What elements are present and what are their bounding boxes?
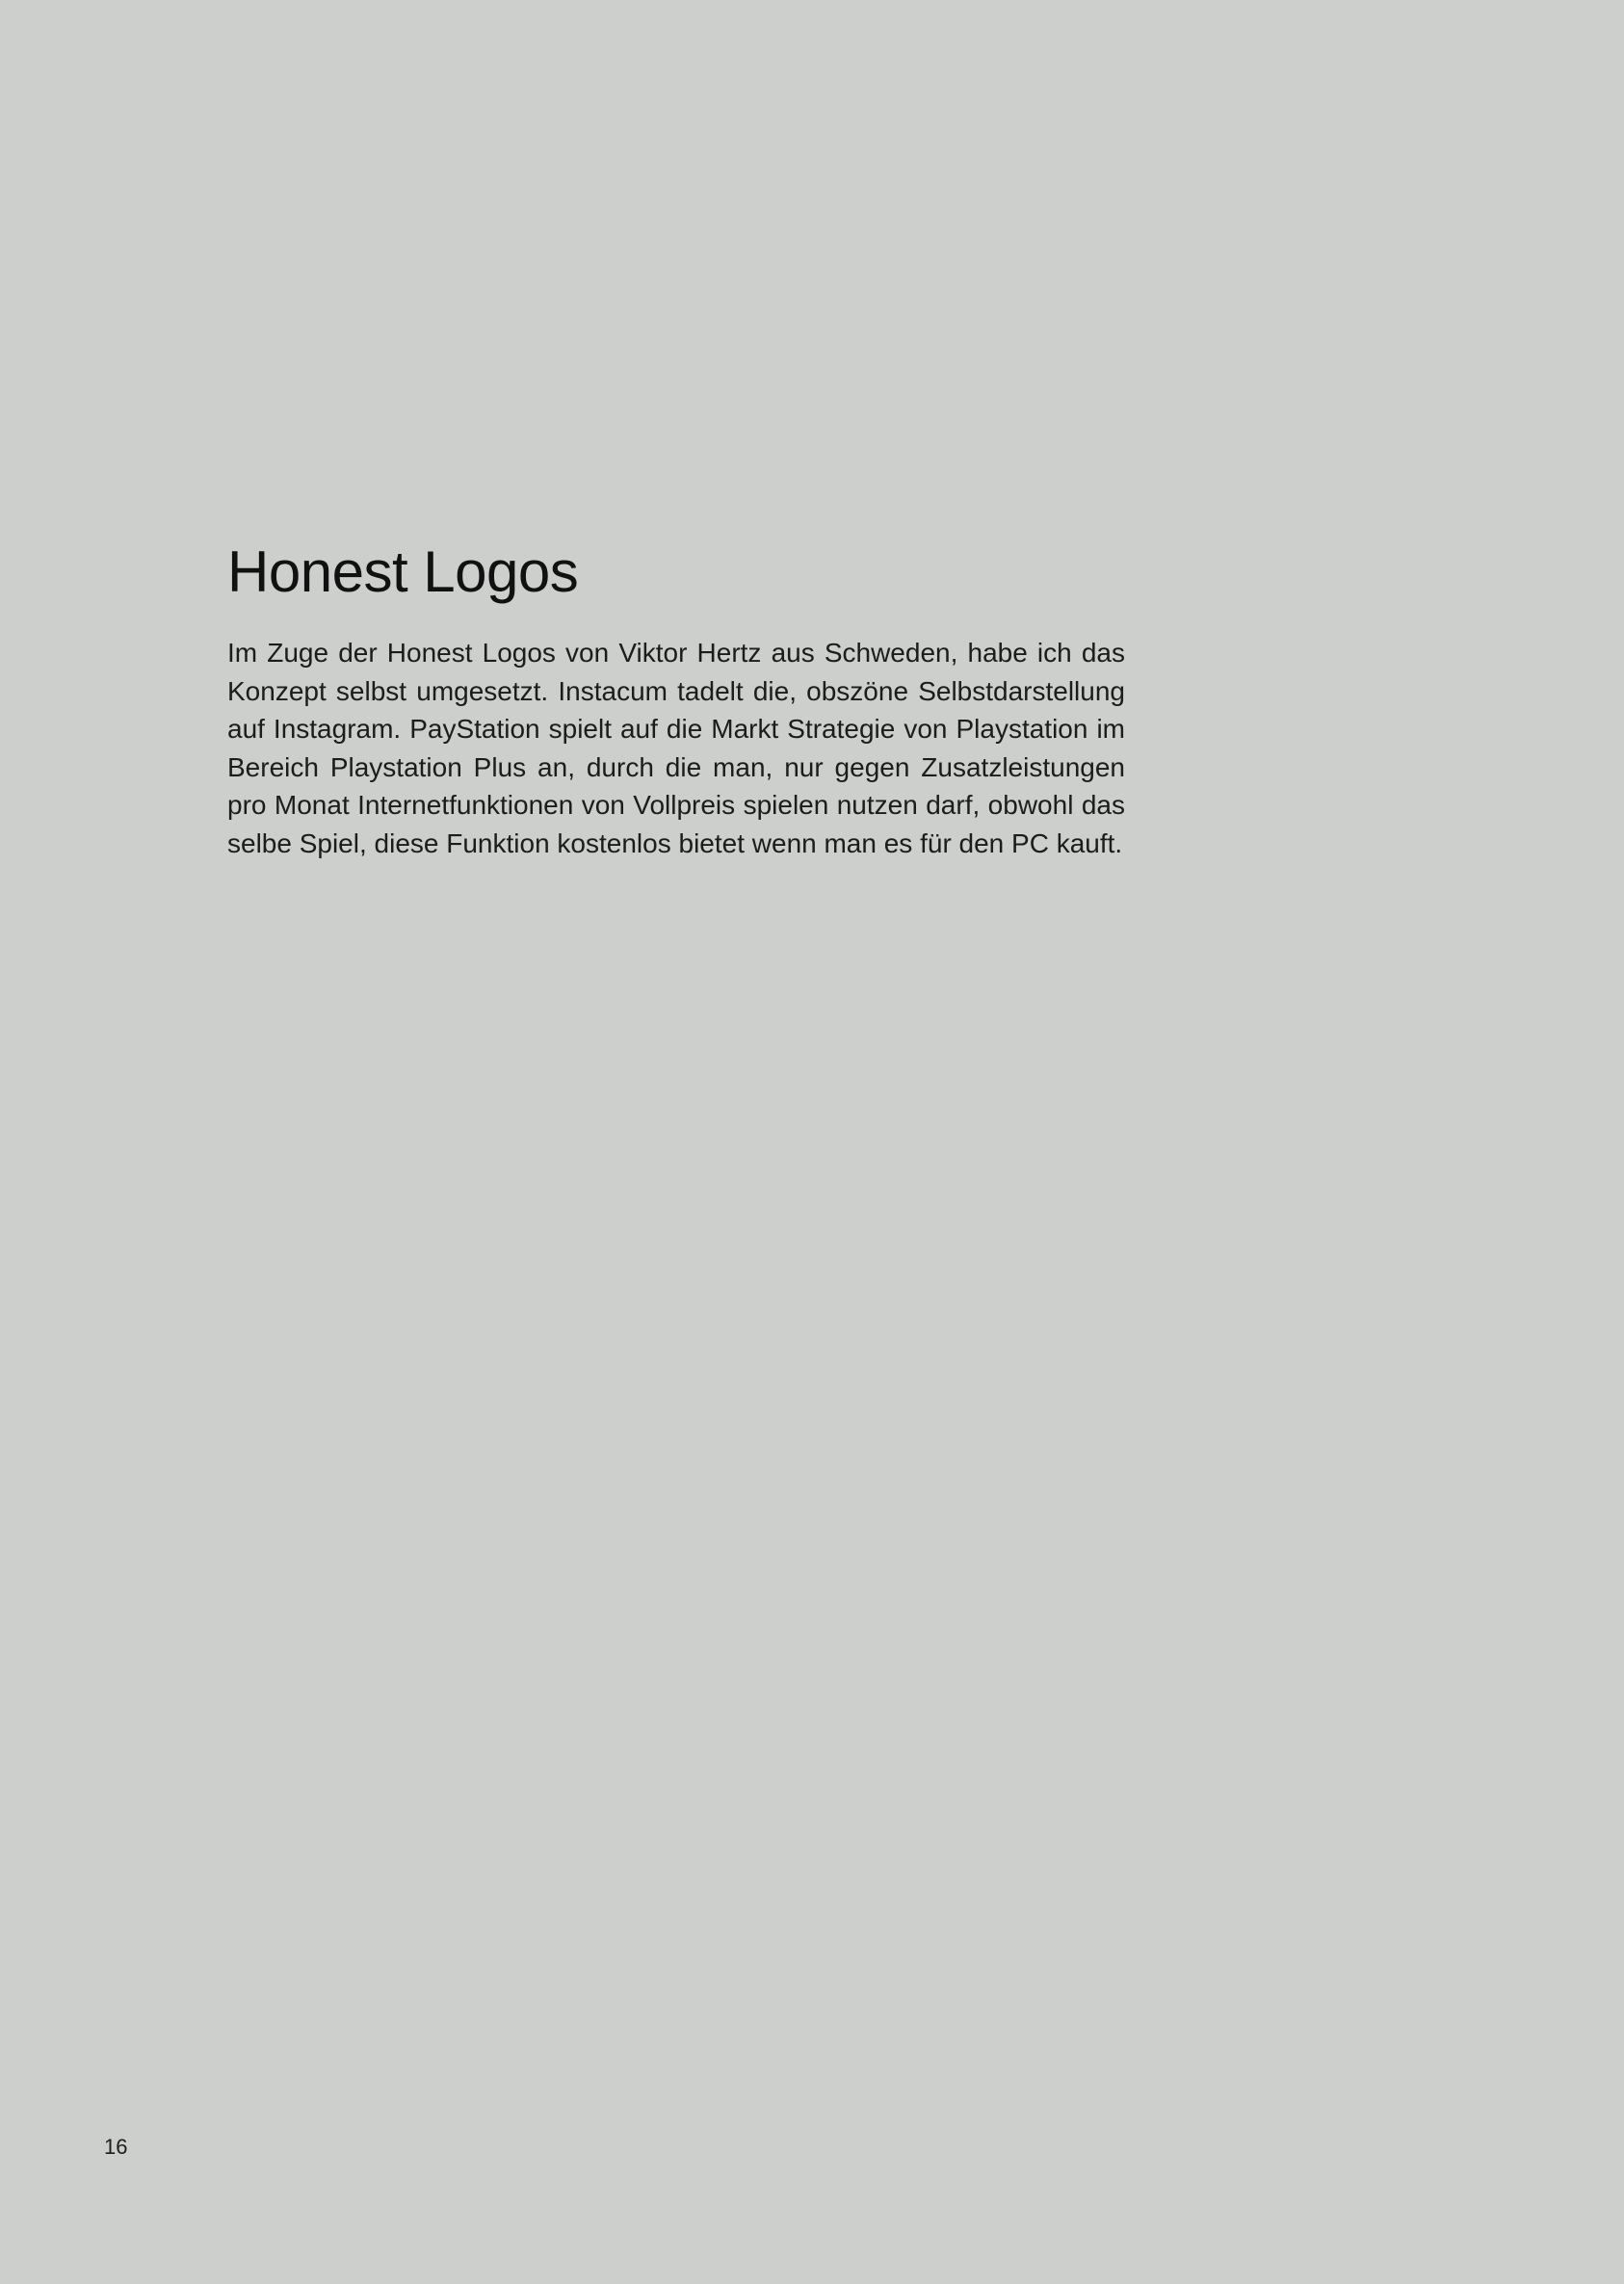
body-paragraph: Im Zuge der Honest Logos von Viktor Hertz aus Schweden, habe ich das Konzept selbst umgesetzt. Instacum tadelt die, obszöne Selbstdarstellung auf Instagram. PayStation spielt auf die Markt Strategie von Playstation im Bereich Playstation Plus an, durch die man, nur gegen Zusatzleistungen pro Monat Internetfunktionen von Vollpreis spielen nutzen darf, obwohl das selbe Spiel, diese Funktion kostenlos bietet wenn man es für den PC kauft. [227,638,1125,858]
article-section [227,536,1125,863]
page-number: 16 [104,2135,128,2159]
page-title: Honest Logos [227,539,579,604]
